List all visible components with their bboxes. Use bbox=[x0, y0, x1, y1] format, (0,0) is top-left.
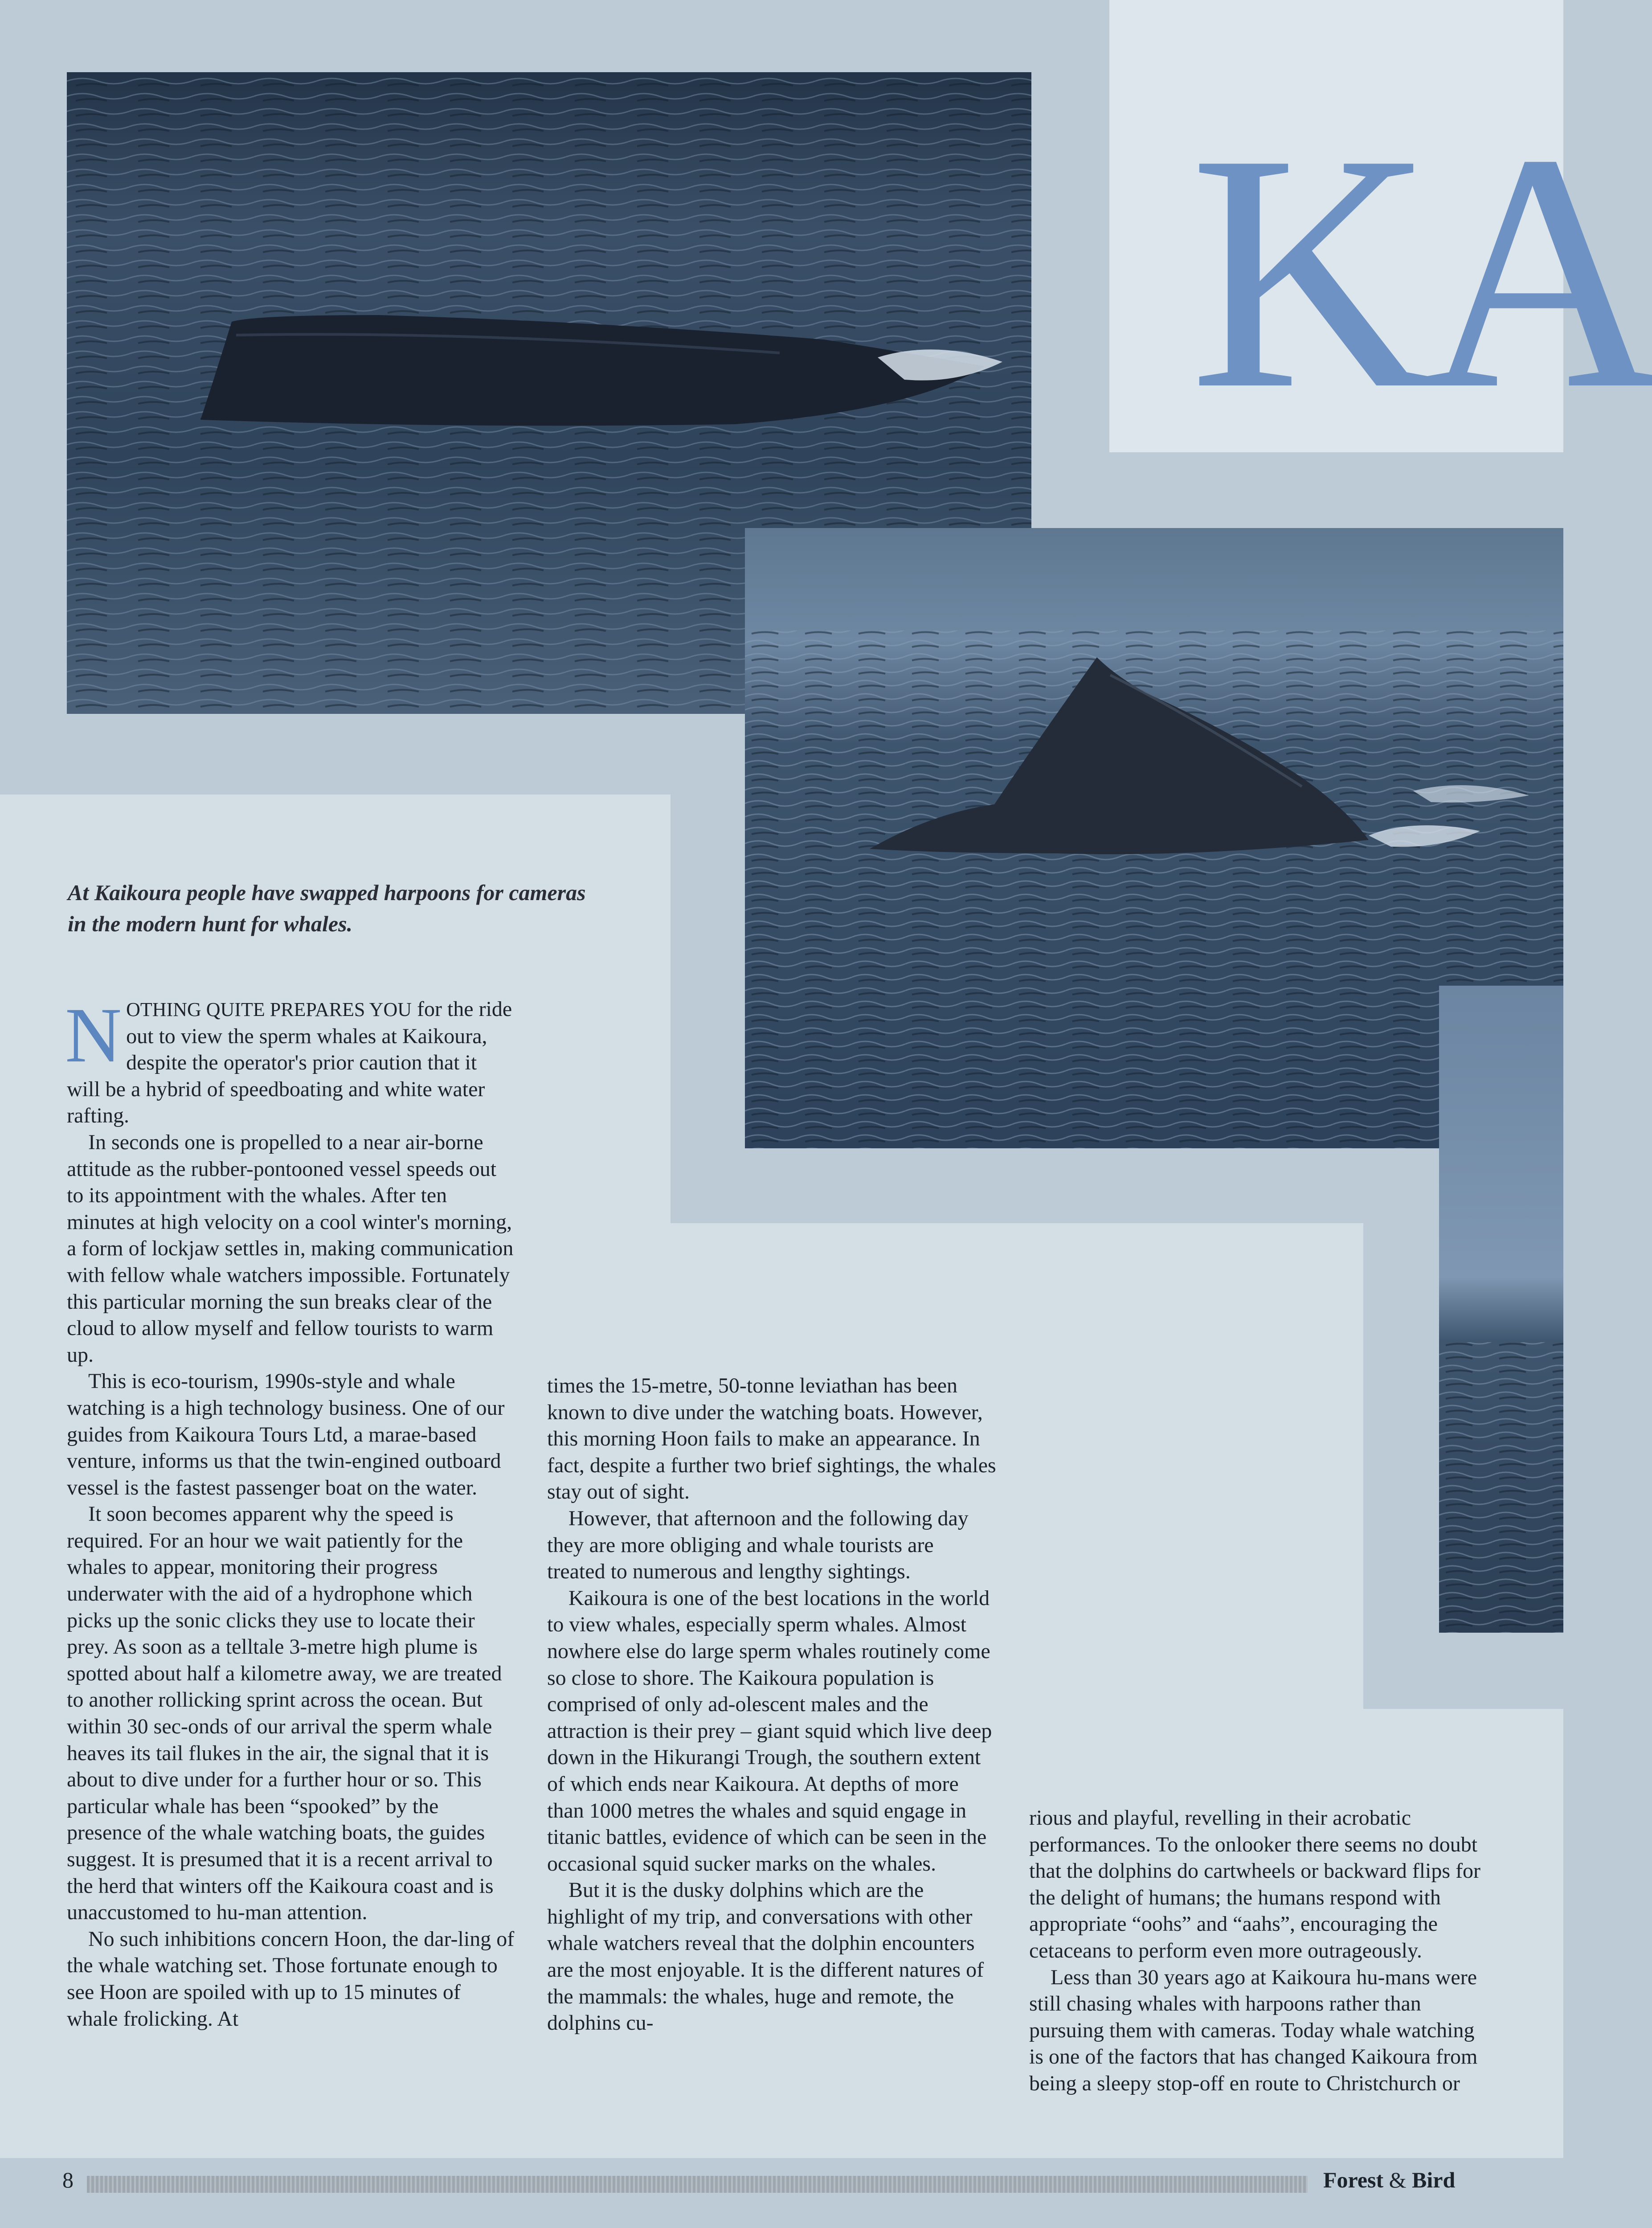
text-column-1 bbox=[65, 992, 515, 2032]
drop-cap: N bbox=[65, 992, 122, 1079]
magazine-name-forest: Forest bbox=[1323, 2167, 1384, 2192]
paragraph: times the 15-metre, 50-tonne leviathan has been known to dive under the watching boats. However, this morning Hoon fails to make an appearance. In fact, despite a further two brief sightings, the whales stay out of sight. bbox=[547, 1374, 996, 1504]
paragraph: rious and playful, revelling in their acrobatic performances. To the onlooker there seems no doubt that the dolphins do cartwheels or backward flips for the delight of humans; the humans respond with appropriate “oohs” and “aahs”, encouraging the cetaceans to perform even more outrageously. bbox=[1029, 1806, 1481, 1962]
magazine-name-ampersand: & bbox=[1389, 2167, 1407, 2192]
lead-paragraph bbox=[65, 992, 515, 1129]
page-number: 8 bbox=[62, 2167, 74, 2192]
text-column-3 bbox=[1029, 1805, 1484, 2097]
paragraph: Less than 30 years ago at Kaikoura hu-mans were still chasing whales with harpoons rather than pursuing them with cameras. Today whale watching is one of the factors that has changed Kaikoura from being a sleepy stop-off en route to Christchurch or bbox=[1029, 1965, 1478, 2095]
paragraph: This is eco-tourism, 1990s-style and whale watching is a high technology business. One of our guides from Kaikoura Tours Ltd, a marae-based venture, informs us that the twin-engined outboard vessel is the fastest passenger boat on the water. bbox=[67, 1369, 505, 1499]
paragraph: It soon becomes apparent why the speed is required. For an hour we wait patiently for the whales to appear, monitoring their progress underwater with the aid of a hydrophone which picks up the sonic clicks they use to locate their prey. As soon as a telltale 3-metre high plume is spotted about half a kilometre away, we are treated to another rollicking sprint across the ocean. But within 30 sec-onds of our arrival the sperm whale heaves its tail flukes in the air, the signal that it is about to dive under for a further hour or so. This particular whale has been “spooked” by the presence of the whale watching boats, the guides suggest. It is presumed that it is a recent arrival to the herd that winters off the Kaikoura coast and is unaccustomed to hu-man attention. bbox=[67, 1502, 502, 1925]
text-column-2 bbox=[547, 1372, 997, 2036]
paragraph: No such inhibitions concern Hoon, the dar-ling of the whale watching set. Those fortunate enough to see Hoon are spoiled with up to 15 minutes of whale frolicking. At bbox=[67, 1927, 515, 2031]
footer-rule bbox=[87, 2176, 1308, 2193]
photo-ocean-edge bbox=[1439, 986, 1563, 1633]
magazine-name bbox=[1323, 2167, 1455, 2193]
lead-in-caps: OTHING QUITE PREPARES YOU bbox=[126, 999, 412, 1020]
lead-text: for the ride out to view the sperm whales at Kaikoura, despite the operator's prior caution that it will be a hybrid of speedboating and white water rafting. bbox=[67, 997, 512, 1128]
paragraph: In seconds one is propelled to a near air-borne attitude as the rubber-pontooned vessel speeds out to its appointment with the whales. After ten minutes at high velocity on a cool winter's morning, a form of lockjaw settles in, making communication with fellow whale watchers impossible. Fortunately this particular morning the sun breaks clear of the cloud to allow myself and fellow tourists to warm up. bbox=[67, 1130, 514, 1367]
paragraph: Kaikoura is one of the best locations in the world to view whales, especially sperm whales. Almost nowhere else do large sperm whales routinely come so close to shore. The Kaikoura population is comprised of only ad-olescent males and the attraction is their prey – giant squid which live deep down in the Hikurangi Trough, the southern extent of which ends near Kaikoura. At depths of more than 1000 metres the whales and squid engage in titanic battles, evidence of which can be seen in the occasional squid sucker marks on the whales. bbox=[547, 1586, 992, 1876]
paragraph: However, that afternoon and the following day they are more obliging and whale tourists are treated to numerous and lengthy sightings. bbox=[547, 1506, 969, 1584]
article-title: KA bbox=[1190, 84, 1652, 459]
paragraph: But it is the dusky dolphins which are the highlight of my trip, and conversations with other whale watchers reveal that the dolphin encounters are the most enjoyable. It is the different natures of the mammals: the whales, huge and remote, the dolphins cu- bbox=[547, 1878, 984, 2035]
photo-caption: At Kaikoura people have swapped harpoons for cameras in the modern hunt for whales. bbox=[68, 880, 586, 936]
magazine-name-bird: Bird bbox=[1412, 2167, 1456, 2192]
